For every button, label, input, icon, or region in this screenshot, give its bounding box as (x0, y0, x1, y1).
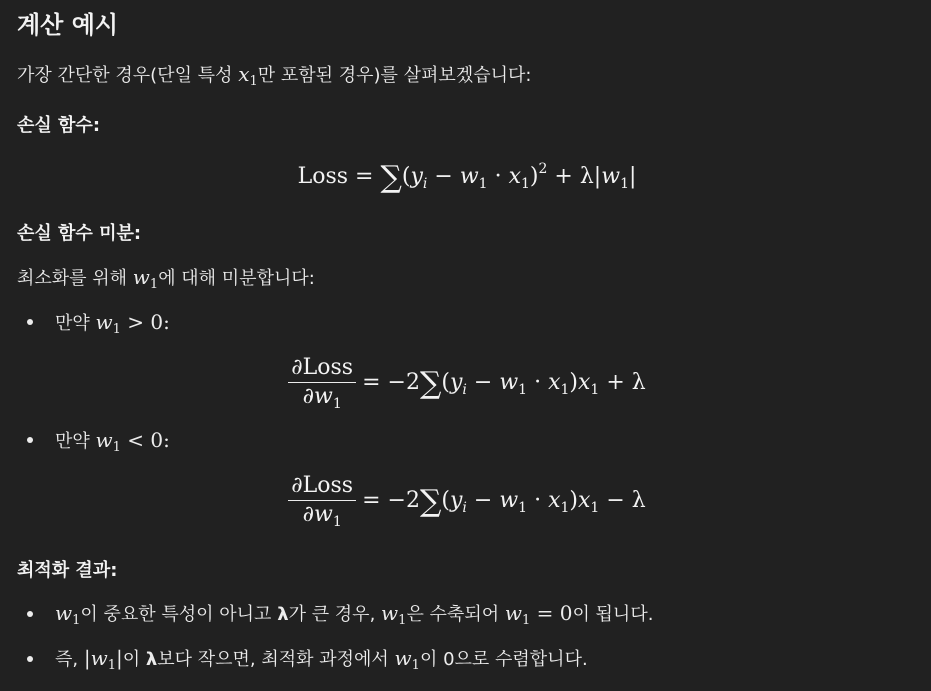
result-1-text-a: 이 중요한 특성이 아니고 (80, 604, 278, 625)
result-2-text-a: 즉, (55, 649, 84, 670)
case-1-rhs: = $-2\sum(y_i - w_1 \cdot x_1)x_1 + \lambda$ (362, 365, 646, 401)
bullet-dot (27, 319, 33, 325)
case-2-condition-math: $w_1 < 0$: (95, 428, 170, 455)
loss-equation-body: $(y_i - w_1 \cdot x_1)^2 + \lambda|w_1|$ (401, 161, 637, 192)
result-bullet-2 (55, 645, 588, 673)
case-2-rhs: = $-2\sum(y_i - w_1 \cdot x_1)x_1 - \lambda$ (362, 483, 646, 519)
math-abs-w1: $|w_1|$ (83, 646, 123, 673)
case-2-equation (17, 472, 917, 529)
intro-text-before: 가장 간단한 경우(단일 특성 (17, 65, 239, 86)
loss-equation-eq: = (355, 164, 374, 189)
case-2-condition (55, 427, 170, 455)
intro-math-x1: $x_1$ (238, 62, 258, 89)
bullet-dot (27, 656, 33, 662)
bullet-dot (27, 611, 33, 617)
result-2-text-c: 보다 작으면, 최적화 과정에서 (157, 649, 395, 670)
math-w1: $w_1$ (55, 601, 81, 628)
lambda-symbol: λ (277, 604, 289, 625)
fraction-denominator: $\partial w_1$ (302, 502, 342, 530)
fraction-numerator: ∂Loss (288, 472, 356, 501)
math-w1: $w_1$ (394, 646, 420, 673)
result-1-text-b: 가 큰 경우, (288, 604, 382, 625)
result-bullet-1 (55, 600, 653, 628)
case-1-equation (17, 354, 917, 411)
case-2-fraction (288, 472, 356, 529)
case-2-prefix: 만약 (55, 431, 96, 452)
math-w1-equals-0: $w_1 = 0$ (504, 601, 573, 628)
fraction-denominator: $\partial w_1$ (302, 384, 342, 412)
fraction-numerator: ∂Loss (288, 354, 356, 383)
result-1-text-d: 이 됩니다. (572, 604, 654, 625)
bullet-dot (27, 437, 33, 443)
loss-function-label: 손실 함수: (17, 115, 101, 136)
result-label: 최적화 결과: (17, 560, 118, 581)
case-1-condition (55, 309, 170, 337)
intro-paragraph (17, 61, 531, 89)
case-1-fraction (288, 354, 356, 411)
result-2-text-d: 이 (419, 649, 444, 670)
case-1-prefix: 만약 (55, 313, 96, 334)
result-2-text-e: 으로 수렴합니다. (454, 649, 588, 670)
section-heading: 계산 예시 (17, 11, 119, 39)
result-1-text-c: 은 수축되어 (406, 604, 505, 625)
loss-equation-lhs: Loss (297, 164, 349, 189)
lambda-symbol: λ (145, 649, 158, 670)
inline-zero: 0 (443, 649, 455, 670)
case-1-condition-math: $w_1 > 0$: (95, 310, 170, 337)
result-2-text-b: 이 (122, 649, 146, 670)
sum-symbol: ∑ (380, 160, 402, 195)
derivative-text-before: 최소화를 위해 (17, 268, 133, 289)
derivative-label: 손실 함수 미분: (17, 223, 142, 244)
loss-equation (17, 160, 917, 195)
intro-text-after: 만 포함된 경우)를 살펴보겠습니다: (257, 65, 532, 86)
derivative-math-w1: $w_1$ (132, 265, 159, 292)
math-w1: $w_1$ (381, 601, 407, 628)
document-page (17, 0, 917, 691)
derivative-sentence (17, 264, 315, 292)
derivative-text-after: 에 대해 미분합니다: (158, 268, 315, 289)
